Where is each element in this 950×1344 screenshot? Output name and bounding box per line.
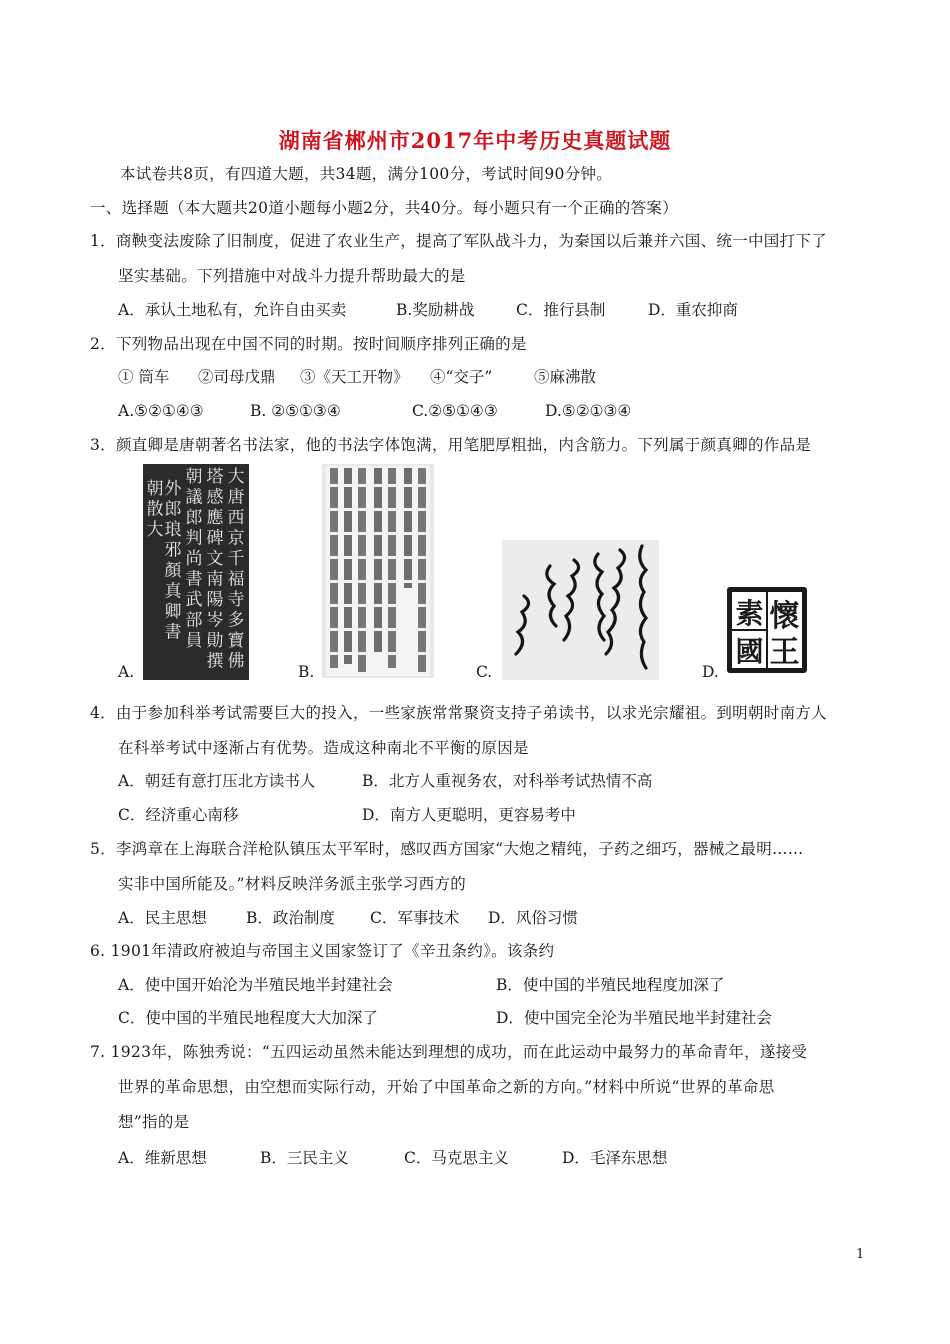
calligraphy-character: 議 <box>185 487 203 508</box>
page-number: 1 <box>856 1247 865 1262</box>
item-2-1: ① 筒车 <box>118 368 170 386</box>
calligraphy-character: 塔 <box>206 467 224 487</box>
question-4-line-2: 在科举考试中逐渐占有优势。造成这种南北不平衡的原因是 <box>118 739 529 757</box>
calligraphy-image-a <box>143 464 249 680</box>
calligraphy-character: 郎 <box>185 508 203 528</box>
option-6a: A．使中国开始沦为半殖民地半封建社会 <box>118 976 393 994</box>
seal-character-2: 素 <box>735 597 764 630</box>
option-4c: C．经济重心南移 <box>118 806 239 824</box>
question-1-line-2: 坚实基础。下列措施中对战斗力提升帮助最大的是 <box>118 267 466 285</box>
item-2-5: ⑤麻沸散 <box>534 368 597 386</box>
image-label-d: D. <box>702 663 719 681</box>
calligraphy-character: 碑 <box>206 528 224 549</box>
option-1a: A．承认土地私有，允许自由买卖 <box>118 301 347 319</box>
option-6b: B．使中国的半殖民地程度加深了 <box>496 976 725 994</box>
calligraphy-character: 朝 <box>185 467 203 487</box>
calligraphy-character: 文 <box>206 549 224 569</box>
seal-image-d <box>726 586 808 674</box>
question-1-line-1: 1．商鞅变法废除了旧制度，促进了农业生产，提高了军队战斗力，为秦国以后兼并六国、统一中国打下了 <box>90 232 827 250</box>
seal-character-3: 國 <box>735 635 764 668</box>
calligraphy-character: 感 <box>206 487 224 508</box>
option-2d: D.⑤②①③④ <box>545 402 632 420</box>
calligraphy-character: 寺 <box>227 590 245 610</box>
option-7b: B．三民主义 <box>260 1149 349 1167</box>
image-label-b: B. <box>298 663 315 681</box>
calligraphy-character: 京 <box>227 528 245 549</box>
calligraphy-character: 寶 <box>227 631 245 651</box>
intro-text: 本试卷共8页，有四道大题，共34题，满分100分，考试时间90分钟。 <box>120 165 613 183</box>
calligraphy-character: 勛 <box>206 631 224 651</box>
calligraphy-character: 書 <box>164 622 182 643</box>
calligraphy-character: 外 <box>164 479 182 499</box>
option-6c: C．使中国的半殖民地程度大大加深了 <box>118 1009 378 1027</box>
question-5-line-1: 5．李鸿章在上海联合洋枪队镇压太平军时，感叹西方国家“大炮之精纯，子药之细巧，器械之最明…… <box>90 840 804 858</box>
calligraphy-character: 邪 <box>164 540 182 561</box>
image-label-c: C. <box>476 663 493 681</box>
calligraphy-character: 判 <box>185 528 203 549</box>
item-2-2: ②司母戊鼎 <box>198 368 276 386</box>
option-5b: B．政治制度 <box>246 909 335 927</box>
question-6-line-1: 6. 1901年清政府被迫与帝国主义国家签订了《辛丑条约》。该条约 <box>90 942 555 960</box>
section-heading: 一、选择题（本大题共20道小题每小题2分，共40分。每小题只有一个正确的答案） <box>90 199 679 217</box>
calligraphy-character: 真 <box>164 581 182 602</box>
calligraphy-character: 顏 <box>164 561 182 581</box>
calligraphy-character: 武 <box>185 590 203 610</box>
question-5-line-2: 实非中国所能及。”材料反映洋务派主张学习西方的 <box>118 875 467 893</box>
calligraphy-character: 應 <box>206 508 224 528</box>
option-7c: C．马克思主义 <box>404 1149 509 1167</box>
question-7-line-2: 世界的革命思想，由空想而实际行动，开始了中国革命之新的方向。”材料中所说“世界的革命思 <box>118 1078 775 1096</box>
question-7-line-3: 想”指的是 <box>118 1113 190 1131</box>
calligraphy-character: 員 <box>185 631 203 651</box>
seal-character-1: 懷 <box>769 599 800 634</box>
calligraphy-character: 書 <box>185 569 203 590</box>
question-7-line-1: 7. 1923年，陈独秀说：“五四运动虽然未能达到理想的成功，而在此运动中最努力的革命青年，遂接受 <box>90 1043 808 1061</box>
option-4a: A．朝廷有意打压北方读书人 <box>118 772 316 790</box>
calligraphy-character: 大 <box>227 467 245 487</box>
option-1d: D．重农抑商 <box>648 301 738 319</box>
calligraphy-character: 郎 <box>164 499 182 520</box>
calligraphy-character: 陽 <box>206 590 224 610</box>
calligraphy-image-c <box>502 540 659 680</box>
calligraphy-character: 千 <box>227 549 245 569</box>
calligraphy-image-b <box>322 464 434 678</box>
item-2-4: ④“交子” <box>430 368 493 386</box>
calligraphy-character: 佛 <box>227 651 245 672</box>
calligraphy-character: 散 <box>146 499 164 520</box>
option-7a: A．维新思想 <box>118 1149 207 1167</box>
option-7d: D．毛泽东思想 <box>562 1149 668 1167</box>
option-2b: B. ②⑤①③④ <box>250 402 341 420</box>
calligraphy-character: 朝 <box>146 479 164 499</box>
option-4b: B．北方人重视务农，对科举考试热情不高 <box>362 772 653 790</box>
seal-character-4: 王 <box>769 635 800 670</box>
calligraphy-character: 大 <box>146 520 164 540</box>
option-6d: D．使中国完全沦为半殖民地半封建社会 <box>496 1009 772 1027</box>
calligraphy-character: 福 <box>227 569 245 590</box>
calligraphy-character: 撰 <box>206 651 224 672</box>
calligraphy-character: 唐 <box>227 487 245 508</box>
option-2a: A.⑤②①④③ <box>118 402 204 420</box>
option-1b: B.奖励耕战 <box>396 301 475 319</box>
item-2-3: ③《天工开物》 <box>300 368 409 386</box>
calligraphy-character: 琅 <box>164 520 182 540</box>
option-1c: C．推行县制 <box>516 301 606 319</box>
image-label-a: A. <box>118 663 135 681</box>
question-4-line-1: 4．由于参加科举考试需要巨大的投入，一些家族常常聚资支持子弟读书，以求光宗耀祖。到明朝时南方人 <box>90 704 827 722</box>
calligraphy-character: 卿 <box>164 602 182 622</box>
page-title: 湖南省郴州市2017年中考历史真题试题 <box>278 128 672 153</box>
question-3-line-1: 3．颜直卿是唐朝著名书法家，他的书法字体饱满，用笔肥厚粗拙，内含筋力。下列属于颜真卿的作品是 <box>90 436 812 454</box>
option-4d: D．南方人更聪明，更容易考中 <box>362 806 576 824</box>
question-2-line-1: 2．下列物品出现在中国不同的时期。按时间顺序排列正确的是 <box>90 335 527 353</box>
calligraphy-character: 部 <box>185 610 203 631</box>
calligraphy-character: 尚 <box>185 549 203 569</box>
option-2c: C.②⑤①④③ <box>412 402 498 420</box>
option-5c: C．军事技术 <box>370 909 460 927</box>
option-5a: A．民主思想 <box>118 909 207 927</box>
calligraphy-character: 多 <box>227 610 245 631</box>
option-5d: D．风俗习惯 <box>488 909 578 927</box>
calligraphy-character: 岑 <box>206 610 224 631</box>
calligraphy-character: 西 <box>227 508 245 528</box>
calligraphy-character: 南 <box>206 569 224 590</box>
